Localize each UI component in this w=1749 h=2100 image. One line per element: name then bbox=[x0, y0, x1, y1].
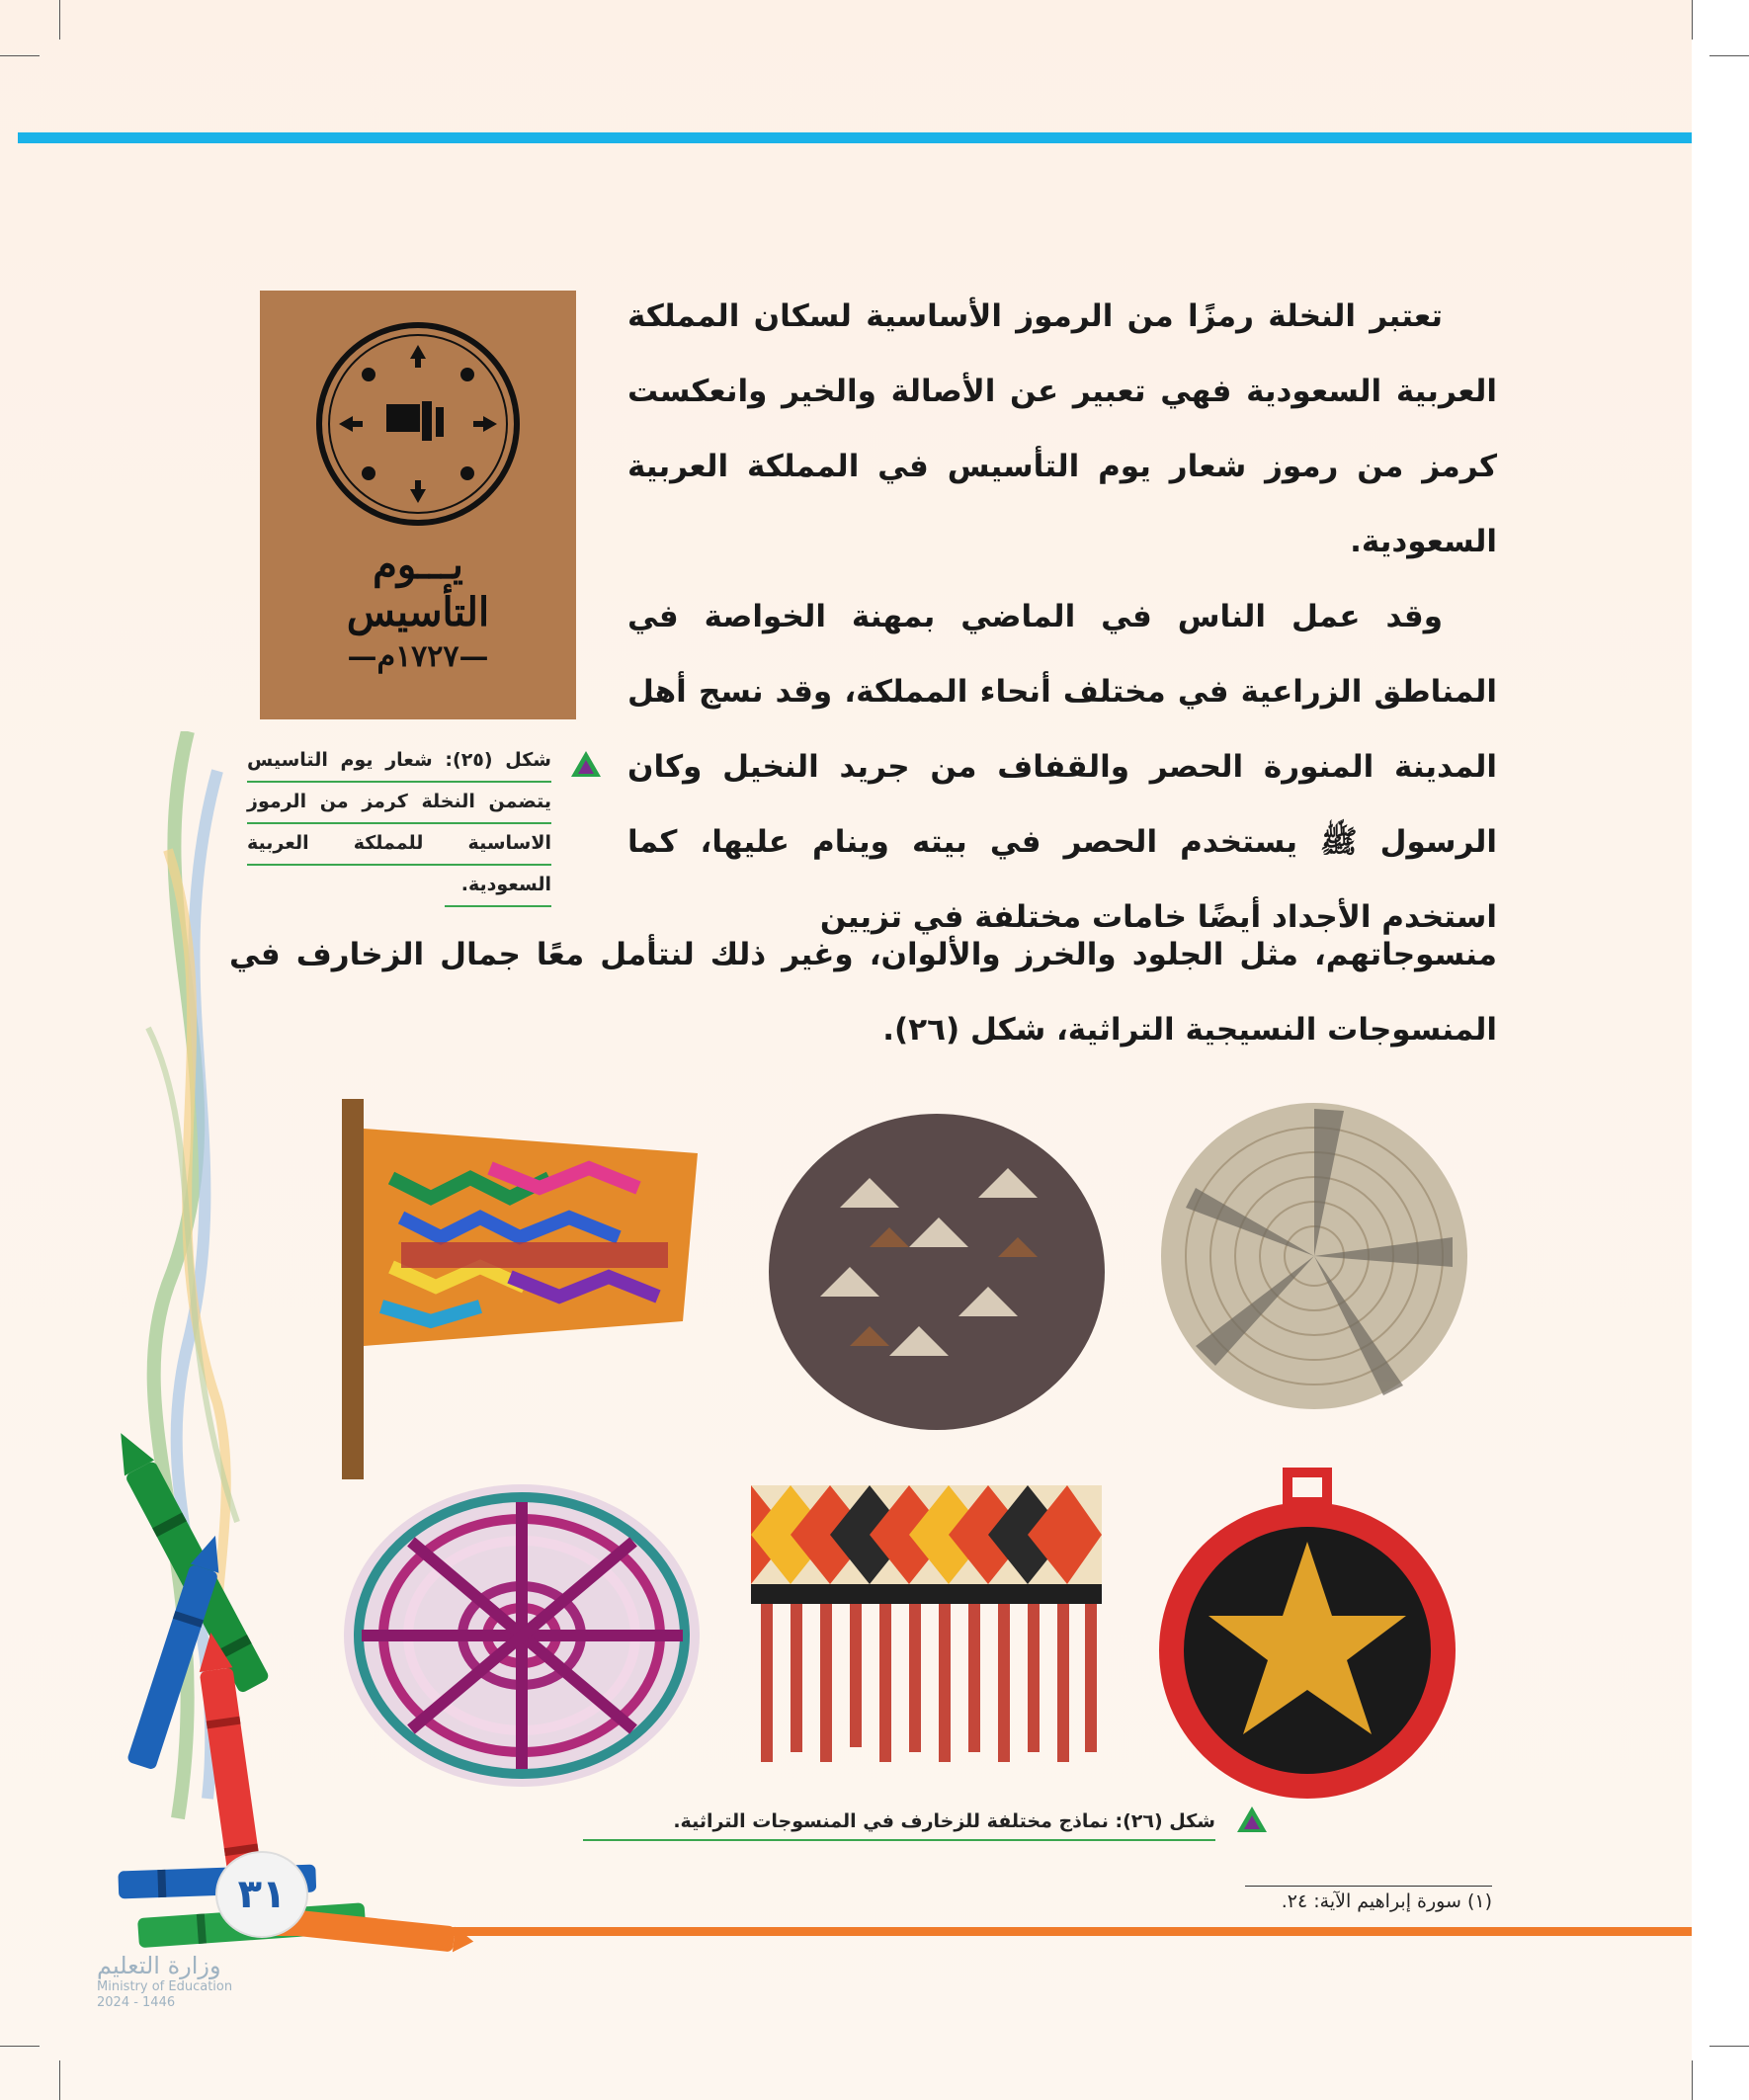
logo-title bbox=[260, 543, 576, 677]
page-number: ٣١ bbox=[215, 1851, 308, 1938]
footnote: (١) سورة إبراهيم الآية: ٢٤. bbox=[1245, 1886, 1492, 1912]
woven-rug-fringe-image bbox=[751, 1485, 1102, 1772]
logo-line-1: يـــوم bbox=[373, 542, 463, 588]
figure-25-caption bbox=[247, 741, 551, 907]
caption-marker-icon bbox=[1237, 1806, 1267, 1832]
paragraph-3: منسوجاتهم، مثل الجلود والخرز والألوان، وغير ذلك لنتأمل معًا جمال الزخارف في المنسوجات النسيجية التراثية، شكل (٢٦). bbox=[229, 937, 1497, 1048]
top-rule bbox=[18, 132, 1692, 143]
caption-line: السعودية. bbox=[445, 866, 551, 907]
woven-tray-image bbox=[1156, 1099, 1472, 1413]
caption-line: يتضمن النخلة كرمز من الرموز bbox=[247, 783, 551, 824]
paragraph-2: وقد عمل الناس في الماضي بمهنة الخواصة في المناطق الزراعية في مختلف أنحاء المملكة، وقد نسج أهل المدينة المنورة الحصر والقفاف من جريد النخيل وكان الرسول ﷺ يستخدم الحصر في بيته وينام عليها، كما استخدم الأجداد أيضًا خامات مختلفة في تزيين bbox=[627, 599, 1497, 935]
logo-line-3: —١٧٢٧م— bbox=[347, 639, 489, 674]
crop-mark bbox=[1709, 55, 1749, 56]
crop-mark bbox=[1709, 2046, 1749, 2047]
crop-mark bbox=[0, 2046, 40, 2047]
caption-line: شكل (٢٥): شعار يوم التاسيس bbox=[247, 741, 551, 783]
caption-marker-icon bbox=[571, 751, 601, 777]
crop-mark bbox=[0, 55, 40, 56]
logo-line-2: التأسيس bbox=[346, 589, 490, 635]
woven-round-mat-image bbox=[342, 1482, 703, 1789]
woven-flag-image bbox=[342, 1099, 717, 1479]
founding-day-logo bbox=[260, 291, 576, 719]
figure-26-caption: شكل (٢٦): نماذج مختلفة للزخارف في المنسوجات التراثية. bbox=[583, 1804, 1215, 1841]
ministry-english: Ministry of Education bbox=[97, 1979, 233, 1994]
woven-basket-image bbox=[761, 1099, 1112, 1435]
crop-mark bbox=[1692, 2060, 1693, 2100]
caption-line: الاساسية للمملكة العربية bbox=[247, 824, 551, 866]
ministry-arabic: وزارة التعليم bbox=[97, 1952, 221, 1979]
crop-mark bbox=[1692, 0, 1693, 40]
paragraph-1: تعتبر النخلة رمزًا من الرموز الأساسية لسكان المملكة العربية السعودية فهي تعبير عن الأصالة والخير وانعكست كرمز من رموز شعار يوم التأسيس في المملكة العربية السعودية. bbox=[627, 298, 1497, 559]
ministry-logo bbox=[97, 1952, 275, 2011]
crop-mark bbox=[59, 2060, 60, 2100]
woven-star-mat-image bbox=[1154, 1468, 1460, 1804]
crop-mark bbox=[59, 0, 60, 40]
ministry-year: 2024 - 1446 bbox=[97, 1995, 176, 2010]
bottom-rule bbox=[255, 1927, 1692, 1936]
